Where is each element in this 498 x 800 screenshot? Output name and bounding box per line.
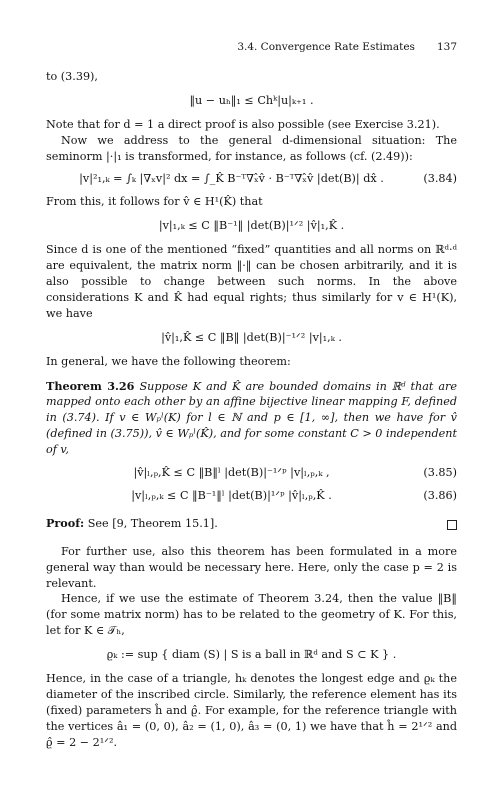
proof-label: Proof: [46, 515, 85, 530]
equation-number: (3.84) [423, 172, 457, 186]
qed-box-icon [447, 520, 457, 530]
equation-3-85 [46, 465, 457, 481]
theorem-3-26 [46, 379, 457, 459]
equation-number: (3.85) [423, 466, 457, 480]
paragraph: to (3.39), [46, 69, 98, 83]
equation-body: |v|²₁,ₖ = ∫ₖ |∇ₓv|² dx = ∫_K̂ B⁻ᵀ∇ₓ̂v̂ · B⁻ᵀ∇ₓ̂v̂ |det(B)| dx̂ . [79, 172, 384, 186]
paragraph: Note that for d = 1 a direct proof is also possible (see Exercise 3.21). [46, 117, 440, 131]
paragraph: From this, it follows for v̂ ∈ H¹(K̂) that [46, 195, 263, 209]
paragraph: Hence, in the case of a triangle, hₖ denotes the longest edge and ϱₖ the diameter of the inscribed circle. Similarly, the reference element has its (fixed) parameters ĥ and ϱ̂. For example, for the reference triangle with the vertices â₁ = (0, 0), â₂ = (1, 0), â₃ = (0, 1) we have that ĥ = 2¹ᐟ² and ϱ̂ = 2 − 2¹ᐟ². [46, 672, 457, 749]
equation-body: |v̂|ₗ,ₚ,K̂ ≤ C ‖B‖ˡ |det(B)|⁻¹ᐟᵖ |v|ₗ,ₚ,ₖ , [133, 466, 330, 480]
equation: ‖u − uₕ‖₁ ≤ Chᵏ|u|ₖ₊₁ . [189, 93, 314, 107]
equation-3-86 [46, 488, 457, 504]
running-header [46, 40, 457, 55]
proof-text: See [9, Theorem 15.1]. [87, 516, 218, 530]
paragraph: For further use, also this theorem has been formulated in a more general way than would be necessary here. Here, only the case p = 2 is relevant. [46, 544, 457, 590]
equation-3-84 [46, 171, 457, 187]
equation: |v|₁,ₖ ≤ C ‖B⁻¹‖ |det(B)|¹ᐟ² |v̂|₁,K̂ . [158, 219, 345, 233]
paragraph: In general, we have the following theorem: [46, 354, 291, 368]
theorem-label: Theorem 3.26 [46, 378, 135, 393]
section-title: 3.4. Convergence Rate Estimates [237, 41, 415, 53]
equation-body: |v|ₗ,ₚ,ₖ ≤ C ‖B⁻¹‖ˡ |det(B)|¹ᐟᵖ |v̂|ₗ,ₚ,K̂ . [131, 488, 332, 502]
paragraph: Now we address to the general d-dimensional situation: The seminorm |·|₁ is transformed, for instance, as follows (cf. (2.49)): [46, 133, 457, 163]
equation: |v̂|₁,K̂ ≤ C ‖B‖ |det(B)|⁻¹ᐟ² |v|₁,ₖ . [161, 330, 342, 344]
paragraph: Since d is one of the mentioned “fixed” quantities and all norms on ℝᵈ·ᵈ are equivalent, the matrix norm ‖·‖ can be chosen arbitrarily, and it is also possible to change between such norms. In the above considerations K and K̂ had equal rights; thus similarly for v ∈ H¹(K), we have [46, 243, 457, 320]
page-number: 137 [436, 41, 457, 53]
proof [46, 516, 457, 532]
equation-number: (3.86) [423, 488, 457, 502]
book-page [46, 40, 457, 751]
equation: ϱₖ := sup { diam (S) | S is a ball in ℝᵈ and S ⊂ K } . [106, 648, 397, 662]
paragraph: Hence, if we use the estimate of Theorem 3.24, then the value ‖B‖ (for some matrix norm) has to be related to the geometry of K. For this, let for K ∈ 𝒯ₕ, [46, 592, 457, 638]
theorem-text: Suppose K and K̂ are bounded domains in ℝᵈ that are mapped onto each other by an affine bijective linear mapping F, defined in (3.74). If v ∈ Wₚˡ(K) for l ∈ ℕ and p ∈ [1, ∞], then we have for v̂ (defined in (3.75)), v̂ ∈ Wₚˡ(K̂), and for some constant C > 0 independent of v, [46, 379, 458, 457]
